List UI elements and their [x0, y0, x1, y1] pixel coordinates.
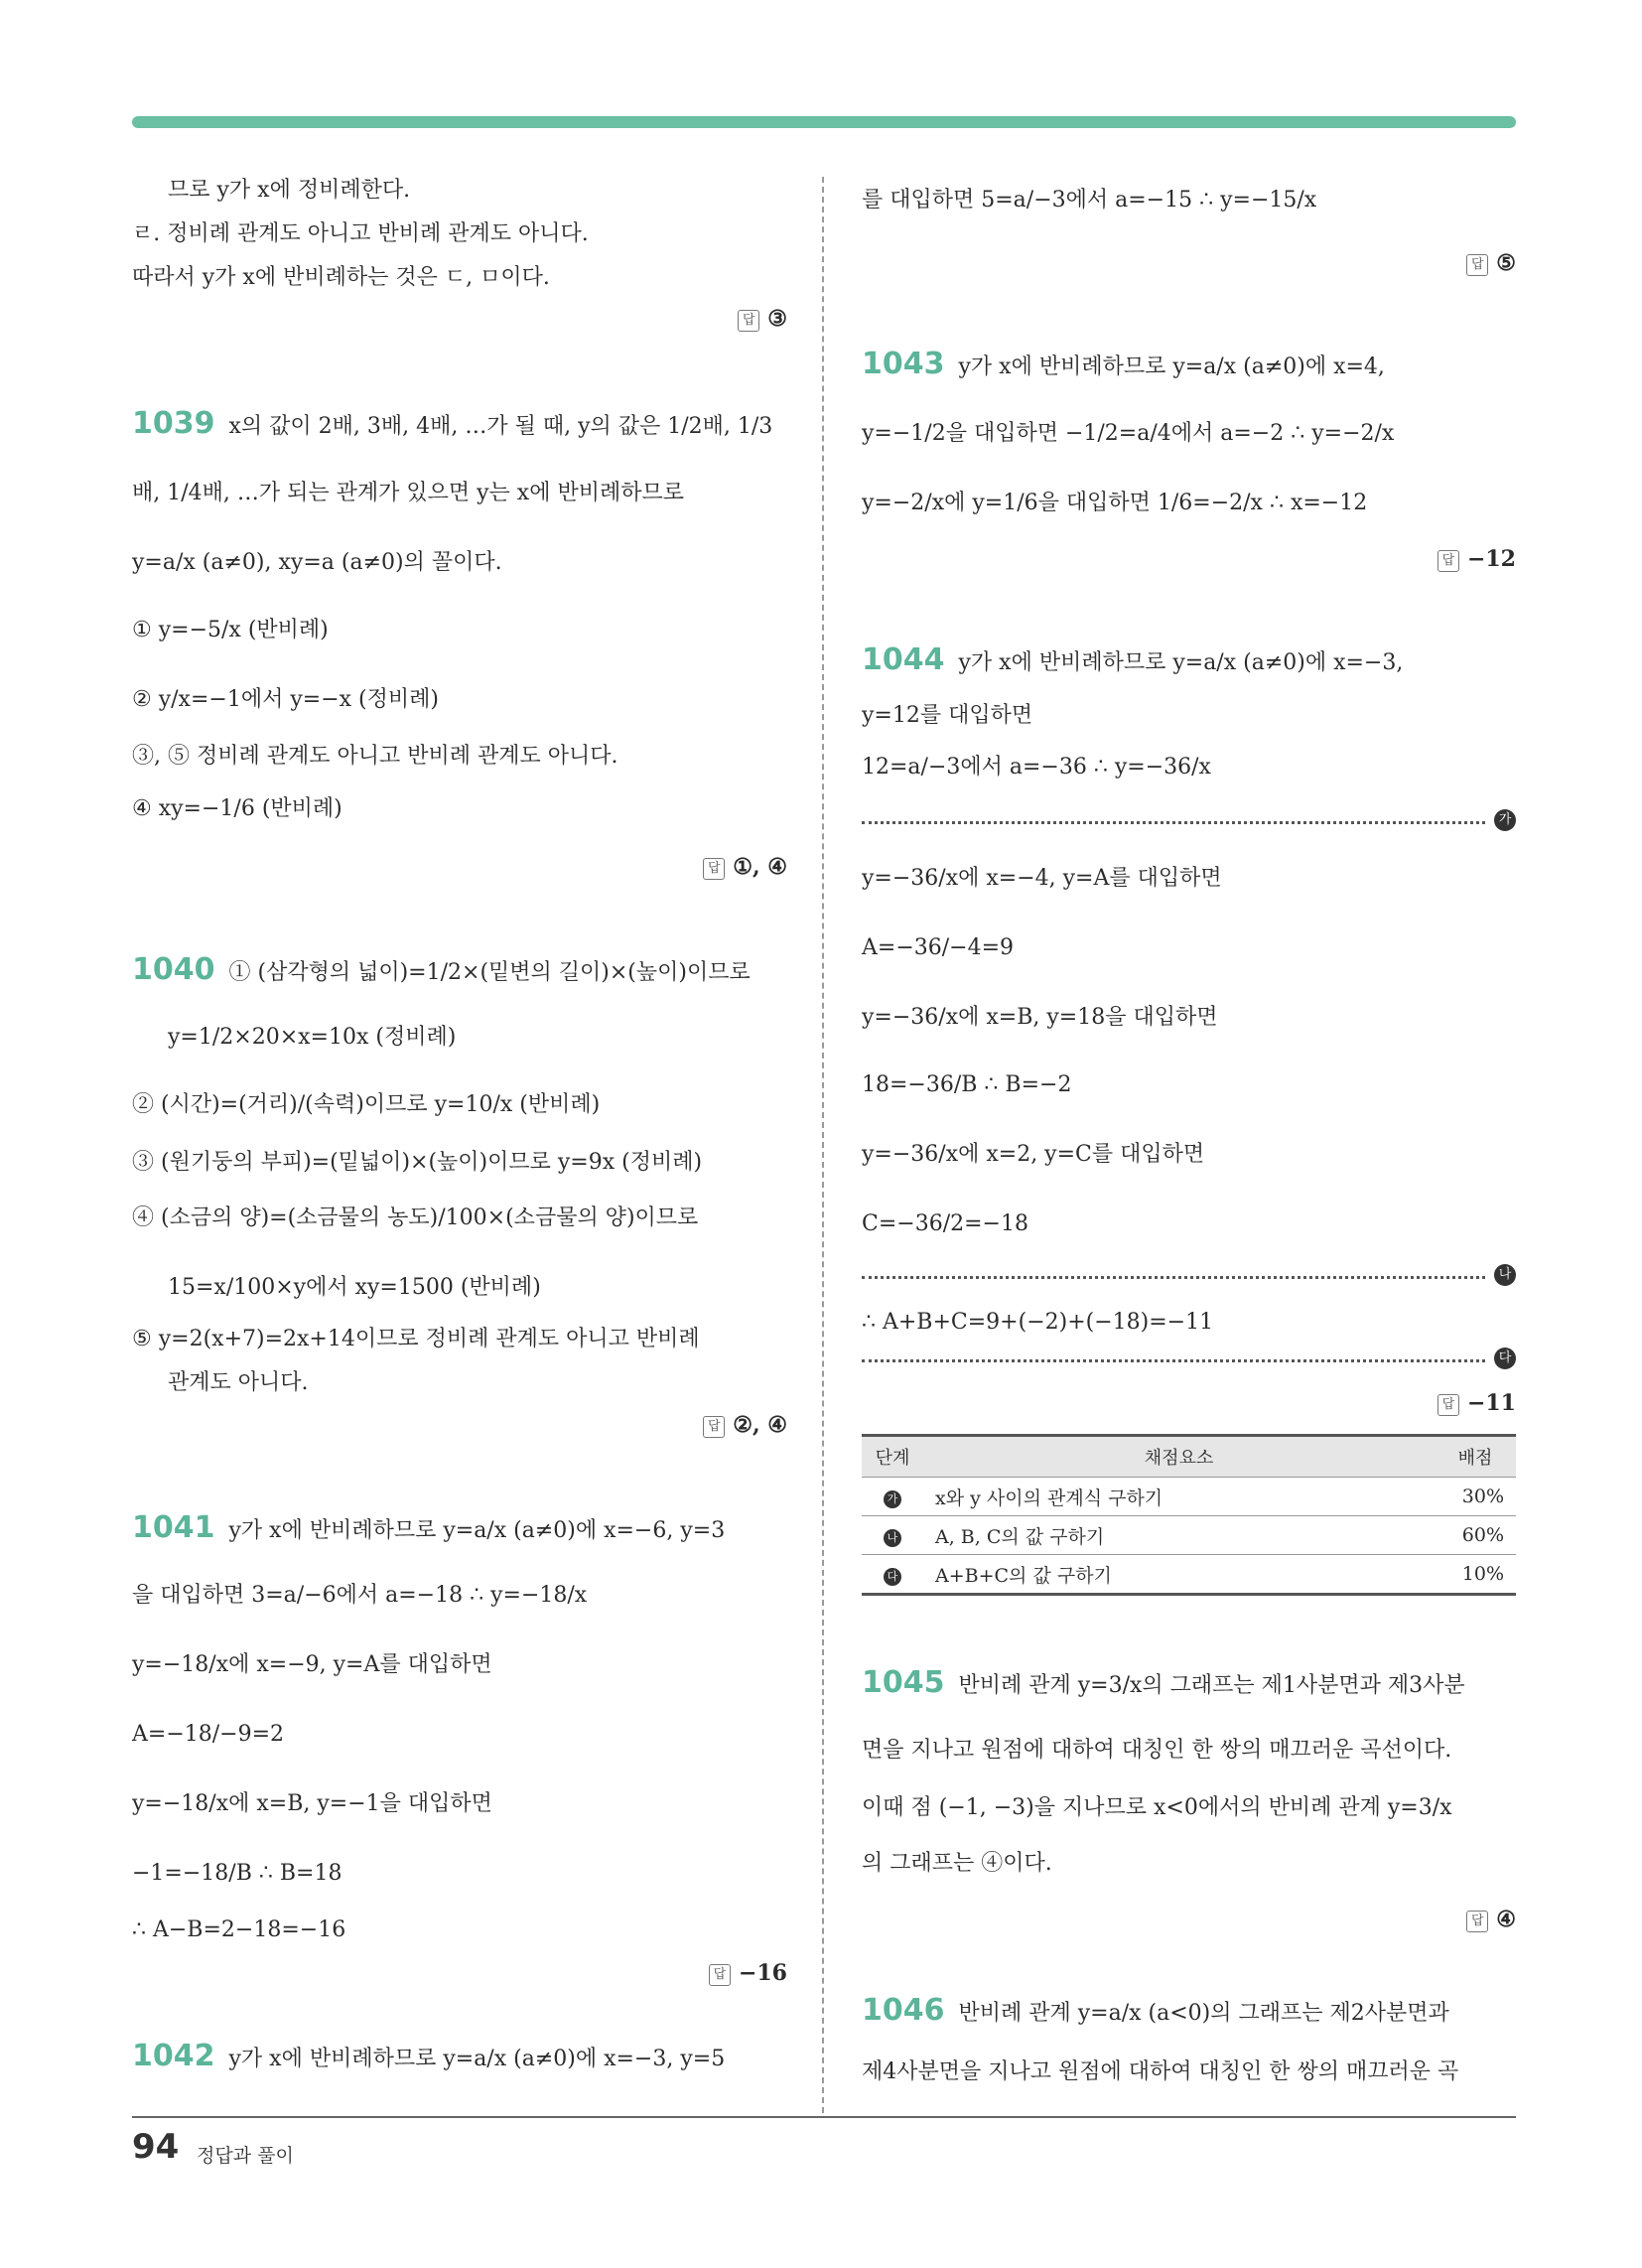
problem-number: 1046: [862, 1993, 945, 2028]
problem-number: 1043: [862, 347, 945, 381]
text-line: y=−36/x에 x=B, y=18을 대입하면: [862, 1005, 1218, 1030]
text-line: y=−2/x에 y=1/6을 대입하면 1/6=−2/x ∴ x=−12: [862, 491, 1368, 515]
text-line: y가 x에 반비례하므로 y=a/x (a≠0)에 x=−3, y=5: [228, 2047, 726, 2071]
problem-number: 1039: [132, 406, 215, 441]
text-line: −1=−18/B ∴ B=18: [132, 1861, 342, 1886]
answer-box-icon: 답: [1466, 254, 1488, 276]
table-cell: A, B, C의 값 구하기: [923, 1516, 1435, 1555]
problem-number: 1042: [132, 2039, 215, 2073]
answer-value: ③: [767, 306, 787, 332]
text-line: ① (삼각형의 넓이)=1/2×(밑변의 길이)×(높이)이므로: [228, 960, 751, 985]
answer-value: −16: [738, 1960, 787, 1986]
text-line: 15=x/100×y에서 xy=1500 (반비례): [168, 1275, 541, 1300]
text-line: A=−18/−9=2: [132, 1722, 285, 1747]
text-line: C=−36/2=−18: [862, 1211, 1028, 1236]
solution-1042: [132, 2039, 726, 2074]
text-line: 반비례 관계 y=a/x (a<0)의 그래프는 제2사분면과: [958, 2001, 1449, 2026]
column-header: 배점: [1435, 1436, 1516, 1478]
step-mark-icon: 가: [1494, 809, 1516, 831]
page-number: 94: [132, 2127, 180, 2167]
scoring-table: [862, 1434, 1516, 1596]
problem-number: 1044: [862, 642, 945, 677]
table-cell: 10%: [1435, 1555, 1516, 1595]
text-line: y가 x에 반비례하므로 y=a/x (a≠0)에 x=4,: [958, 354, 1385, 379]
text-line: ② (시간)=(거리)/(속력)이므로 y=10/x (반비례): [132, 1092, 601, 1117]
answer-1044: [1437, 1390, 1516, 1416]
text-line: 이때 점 (−1, −3)을 지나므로 x<0에서의 반비례 관계 y=3/x: [862, 1795, 1452, 1820]
problem-number: 1040: [132, 952, 215, 987]
text-line: 18=−36/B ∴ B=−2: [862, 1072, 1072, 1097]
step-mark-icon: 나: [884, 1529, 901, 1547]
answer-1042: [1466, 250, 1516, 276]
solution-1045: [862, 1665, 1465, 1701]
column-divider: [822, 177, 824, 2113]
table-row: [862, 1555, 1516, 1595]
answer-value: ②, ④: [733, 1412, 787, 1438]
problem-number: 1045: [862, 1665, 945, 1700]
text-line: ④ (소금의 양)=(소금물의 농도)/100×(소금물의 양)이므로: [132, 1205, 699, 1230]
table-cell: A+B+C의 값 구하기: [923, 1555, 1435, 1595]
footer-label: 정답과 풀이: [197, 2145, 294, 2167]
solution-1041: [132, 1510, 726, 1546]
table-cell: 60%: [1435, 1516, 1516, 1555]
answer-1038: [738, 306, 787, 332]
problem-number: 1041: [132, 1510, 215, 1545]
table-header-row: [862, 1436, 1516, 1478]
text-line: 반비례 관계 y=3/x의 그래프는 제1사분면과 제3사분: [958, 1673, 1465, 1698]
solution-1046: [862, 1993, 1449, 2029]
text-line: 므로 y가 x에 정비례한다.: [168, 178, 411, 203]
table-cell: x와 y 사이의 관계식 구하기: [923, 1478, 1435, 1516]
text-line: y=−36/x에 x=2, y=C를 대입하면: [862, 1142, 1205, 1167]
answer-1039: [703, 854, 787, 880]
text-line: y=12를 대입하면: [862, 703, 1033, 728]
text-line: 의 그래프는 ④이다.: [862, 1851, 1052, 1876]
text-line: A=−36/−4=9: [862, 935, 1015, 960]
answer-box-icon: 답: [1437, 550, 1459, 572]
step-mark-icon: 다: [1494, 1347, 1516, 1369]
step-mark-icon: 가: [884, 1490, 901, 1508]
step-divider: [862, 821, 1485, 824]
step-divider: [862, 1359, 1485, 1362]
text-line: y=−1/2을 대입하면 −1/2=a/4에서 a=−2 ∴ y=−2/x: [862, 421, 1395, 446]
top-accent-bar: [132, 116, 1516, 128]
answer-1041: [709, 1960, 787, 1986]
footer-rule: [132, 2116, 1516, 2118]
answer-1043: [1437, 546, 1516, 572]
solution-1044: [862, 642, 1404, 678]
answer-value: ④: [1496, 1907, 1516, 1932]
text-line: 를 대입하면 5=a/−3에서 a=−15 ∴ y=−15/x: [862, 188, 1317, 213]
answer-box-icon: 답: [703, 1416, 725, 1438]
text-line: y=1/2×20×x=10x (정비례): [168, 1025, 457, 1050]
step-mark-icon: 나: [1494, 1264, 1516, 1286]
text-line: ④ xy=−1/6 (반비례): [132, 796, 342, 821]
text-line: y=−18/x에 x=B, y=−1을 대입하면: [132, 1791, 492, 1816]
answer-box-icon: 답: [1437, 1394, 1459, 1416]
text-line: ∴ A−B=2−18=−16: [132, 1917, 346, 1942]
answer-value: ①, ④: [733, 854, 787, 880]
text-line: y=a/x (a≠0), xy=a (a≠0)의 꼴이다.: [132, 550, 502, 575]
solution-1040: [132, 952, 751, 988]
table-row: [862, 1478, 1516, 1516]
text-line: ③, ⑤ 정비례 관계도 아니고 반비례 관계도 아니다.: [132, 744, 618, 769]
step-divider: [862, 1276, 1485, 1279]
text-line: y=−36/x에 x=−4, y=A를 대입하면: [862, 866, 1222, 891]
text-line: 을 대입하면 3=a/−6에서 a=−18 ∴ y=−18/x: [132, 1583, 588, 1608]
answer-box-icon: 답: [1466, 1911, 1488, 1932]
column-header: 단계: [862, 1436, 923, 1478]
text-line: 관계도 아니다.: [168, 1370, 309, 1395]
text-line: ㄹ. 정비례 관계도 아니고 반비례 관계도 아니다.: [132, 221, 589, 246]
text-line: 배, 1/4배, …가 되는 관계가 있으면 y는 x에 반비례하므로: [132, 481, 684, 505]
text-line: 따라서 y가 x에 반비례하는 것은 ㄷ, ㅁ이다.: [132, 265, 550, 290]
text-line: y가 x에 반비례하므로 y=a/x (a≠0)에 x=−6, y=3: [228, 1518, 726, 1543]
text-line: 면을 지나고 원점에 대하여 대칭인 한 쌍의 매끄러운 곡선이다.: [862, 1738, 1452, 1763]
text-line: ③ (원기둥의 부피)=(밑넓이)×(높이)이므로 y=9x (정비례): [132, 1150, 703, 1175]
text-line: 제4사분면을 지나고 원점에 대하여 대칭인 한 쌍의 매끄러운 곡: [862, 2059, 1459, 2084]
answer-value: −12: [1466, 546, 1516, 572]
answer-box-icon: 답: [703, 858, 725, 880]
text-line: y=−18/x에 x=−9, y=A를 대입하면: [132, 1652, 492, 1677]
text-line: ⑤ y=2(x+7)=2x+14이므로 정비례 관계도 아니고 반비례: [132, 1327, 700, 1351]
text-line: y가 x에 반비례하므로 y=a/x (a≠0)에 x=−3,: [958, 650, 1404, 675]
text-line: ① y=−5/x (반비례): [132, 618, 329, 642]
answer-value: −11: [1466, 1390, 1516, 1416]
answer-box-icon: 답: [738, 310, 759, 332]
step-mark-icon: 다: [884, 1568, 901, 1586]
table-row: [862, 1516, 1516, 1555]
text-line: x의 값이 2배, 3배, 4배, …가 될 때, y의 값은 1/2배, 1/3: [228, 414, 773, 439]
solution-1043: [862, 347, 1385, 382]
answer-1040: [703, 1412, 787, 1438]
answer-1045: [1466, 1907, 1516, 1932]
answer-box-icon: 답: [709, 1964, 731, 1986]
text-line: ∴ A+B+C=9+(−2)+(−18)=−11: [862, 1310, 1214, 1335]
column-header: 채점요소: [923, 1436, 1435, 1478]
table-cell: 30%: [1435, 1478, 1516, 1516]
text-line: ② y/x=−1에서 y=−x (정비례): [132, 687, 439, 712]
text-line: 12=a/−3에서 a=−36 ∴ y=−36/x: [862, 755, 1211, 780]
answer-value: ⑤: [1496, 250, 1516, 276]
solution-1039: [132, 406, 773, 442]
